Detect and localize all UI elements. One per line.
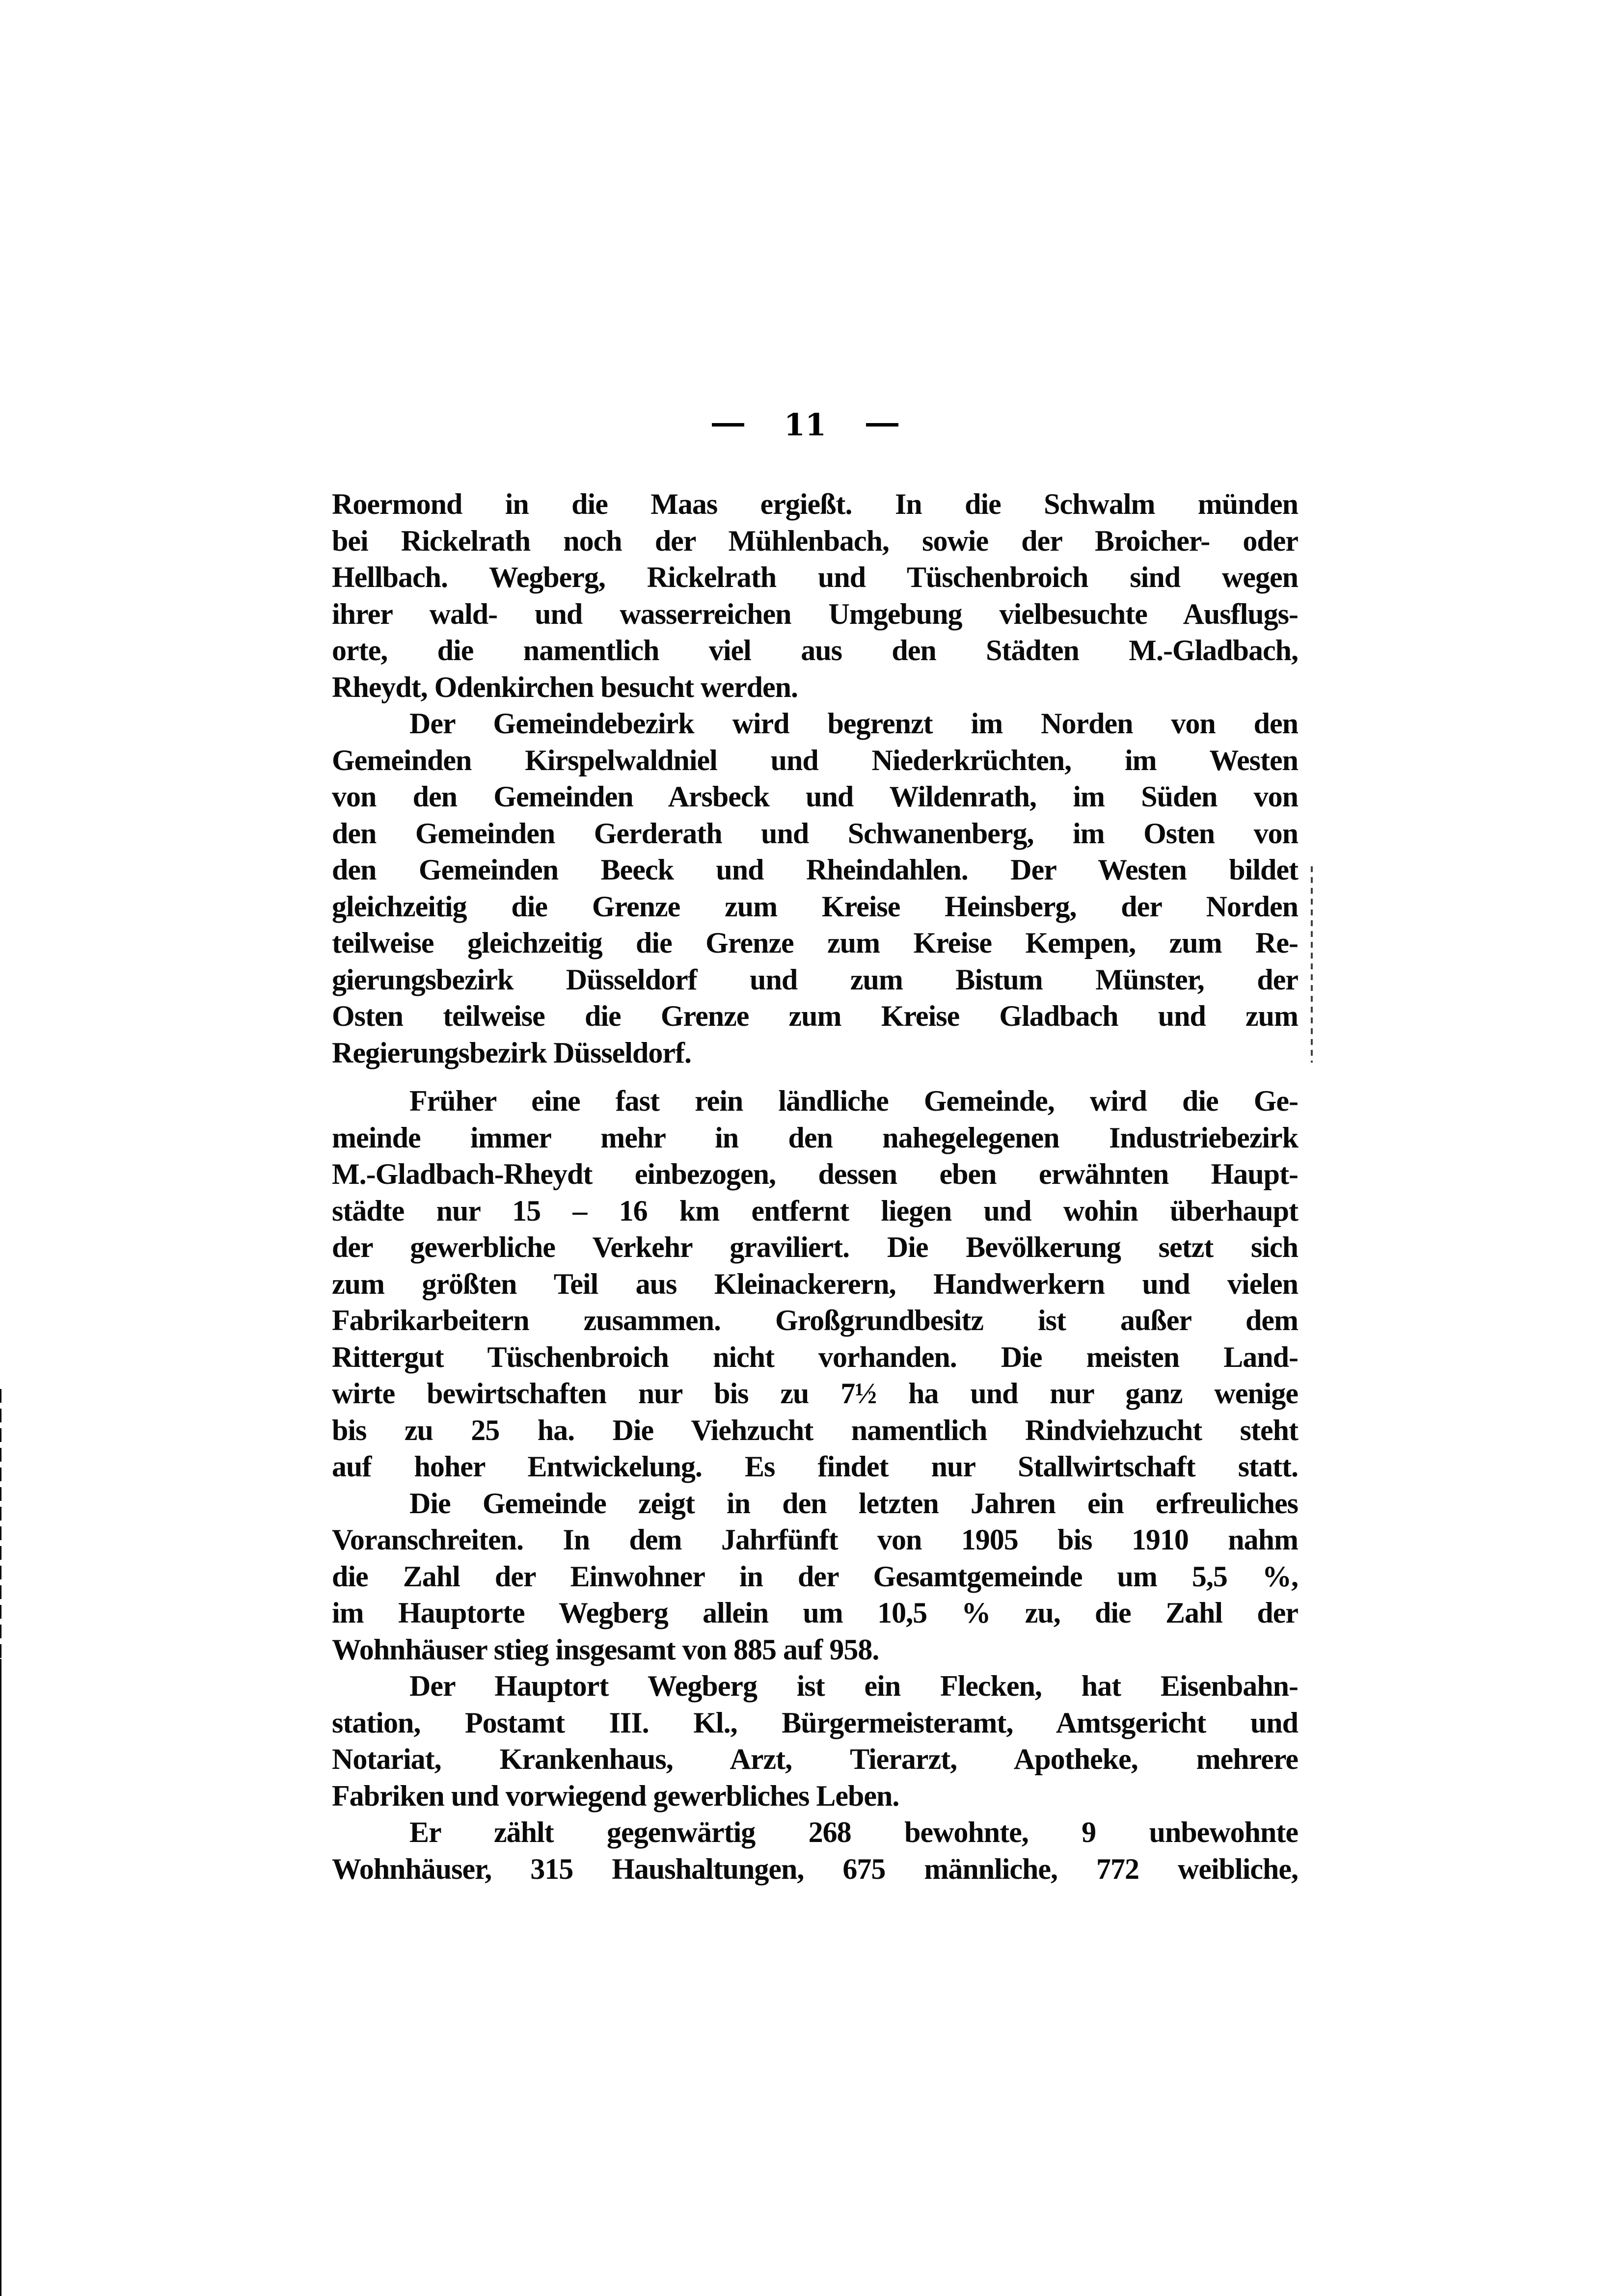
text-line: zum größten Teil aus Kleinackerern, Handwerkern und vielen	[332, 1267, 1298, 1300]
scan-artifact-dotted-line	[1311, 866, 1313, 1063]
text-line: Wohnhäuser, 315 Haushaltungen, 675 männliche, 772 weibliche,	[332, 1852, 1298, 1885]
text-line: Der Gemeindebezirk wird begrenzt im Norden von den	[409, 707, 1298, 740]
text-line: ihrer wald- und wasserreichen Umgebung vielbesuchte Ausflugs-	[332, 597, 1298, 630]
page-number-header	[712, 407, 898, 442]
text-line: Voranschreiten. In dem Jahrfünft von 1905 bis 1910 nahm	[332, 1523, 1298, 1556]
text-line: gleichzeitig die Grenze zum Kreise Heinsberg, der Norden	[332, 890, 1298, 923]
text-line: der gewerbliche Verkehr graviliert. Die Bevölkerung setzt sich	[332, 1231, 1298, 1263]
text-line: station, Postamt III. Kl., Bürgermeisteramt, Amtsgericht und	[332, 1706, 1298, 1739]
text-line: die Zahl der Einwohner in der Gesamtgemeinde um 5,5 %,	[332, 1560, 1298, 1593]
paragraph-5	[332, 1668, 1298, 1814]
paragraph-1	[332, 486, 1298, 705]
text-line: Die Gemeinde zeigt in den letzten Jahren ein erfreuliches	[409, 1487, 1298, 1520]
text-line: Der Hauptort Wegberg ist ein Flecken, hat Eisenbahn-	[409, 1670, 1298, 1702]
text-line: von den Gemeinden Arsbeck und Wildenrath, im Süden von	[332, 780, 1298, 813]
page-number: 11	[784, 406, 827, 443]
scan-edge-border-solid	[0, 1659, 1, 2296]
text-line: Früher eine fast rein ländliche Gemeinde, wird die Ge-	[409, 1085, 1298, 1117]
text-line: bis zu 25 ha. Die Viehzucht namentlich Rindviehzucht steht	[332, 1414, 1298, 1446]
text-line: Notariat, Krankenhaus, Arzt, Tierarzt, Apotheke, mehrere	[332, 1743, 1298, 1775]
text-line: den Gemeinden Beeck und Rheindahlen. Der Westen bildet	[332, 854, 1298, 886]
text-line: Roermond in die Maas ergießt. In die Schwalm münden	[332, 488, 1298, 520]
text-line: Rittergut Tüschenbroich nicht vorhanden. Die meisten Land-	[332, 1340, 1298, 1373]
text-line: Fabrikarbeitern zusammen. Großgrundbesitz ist außer dem	[332, 1304, 1298, 1336]
text-line: den Gemeinden Gerderath und Schwanenberg, im Osten von	[332, 817, 1298, 850]
text-line: Osten teilweise die Grenze zum Kreise Gladbach und zum	[332, 1000, 1298, 1032]
text-line: orte, die namentlich viel aus den Städten M.-Gladbach,	[332, 634, 1298, 667]
right-dash-ornament	[866, 423, 898, 427]
text-line: im Hauptorte Wegberg allein um 10,5 % zu, die Zahl der	[332, 1597, 1298, 1629]
text-line: Wohnhäuser stieg insgesamt von 885 auf 958.	[332, 1633, 879, 1666]
text-line: M.-Gladbach-Rheydt einbezogen, dessen eben erwähnten Haupt-	[332, 1158, 1298, 1190]
text-line: städte nur 15 – 16 km entfernt liegen und wohin überhaupt	[332, 1194, 1298, 1227]
text-line: meinde immer mehr in den nahegelegenen Industriebezirk	[332, 1121, 1298, 1154]
text-line: Gemeinden Kirspelwaldniel und Niederkrüchten, im Westen	[332, 744, 1298, 776]
text-line: Hellbach. Wegberg, Rickelrath und Tüschenbroich sind wegen	[332, 561, 1298, 593]
paragraph-4	[332, 1485, 1298, 1668]
text-line: wirte bewirtschaften nur bis zu 7½ ha und nur ganz wenige	[332, 1377, 1298, 1410]
paragraph-2	[332, 705, 1298, 1071]
paragraph-3	[332, 1083, 1298, 1485]
paragraph-6	[332, 1814, 1298, 1887]
text-line: Regierungsbezirk Düsseldorf.	[332, 1036, 691, 1069]
text-line: teilweise gleichzeitig die Grenze zum Kreise Kempen, zum Re-	[332, 927, 1298, 959]
text-line: bei Rickelrath noch der Mühlenbach, sowie der Broicher- oder	[332, 524, 1298, 557]
text-line: Fabriken und vorwiegend gewerbliches Leben.	[332, 1779, 899, 1812]
text-line: Rheydt, Odenkirchen besucht werden.	[332, 670, 798, 703]
text-line: Er zählt gegenwärtig 268 bewohnte, 9 unbewohnte	[409, 1816, 1298, 1848]
left-dash-ornament	[712, 423, 744, 427]
paragraph-spacing	[332, 1071, 1298, 1083]
text-line: auf hoher Entwickelung. Es findet nur Stallwirtschaft statt.	[332, 1450, 1298, 1483]
text-line: gierungsbezirk Düsseldorf und zum Bistum Münster, der	[332, 963, 1298, 996]
body-text	[332, 486, 1298, 1887]
